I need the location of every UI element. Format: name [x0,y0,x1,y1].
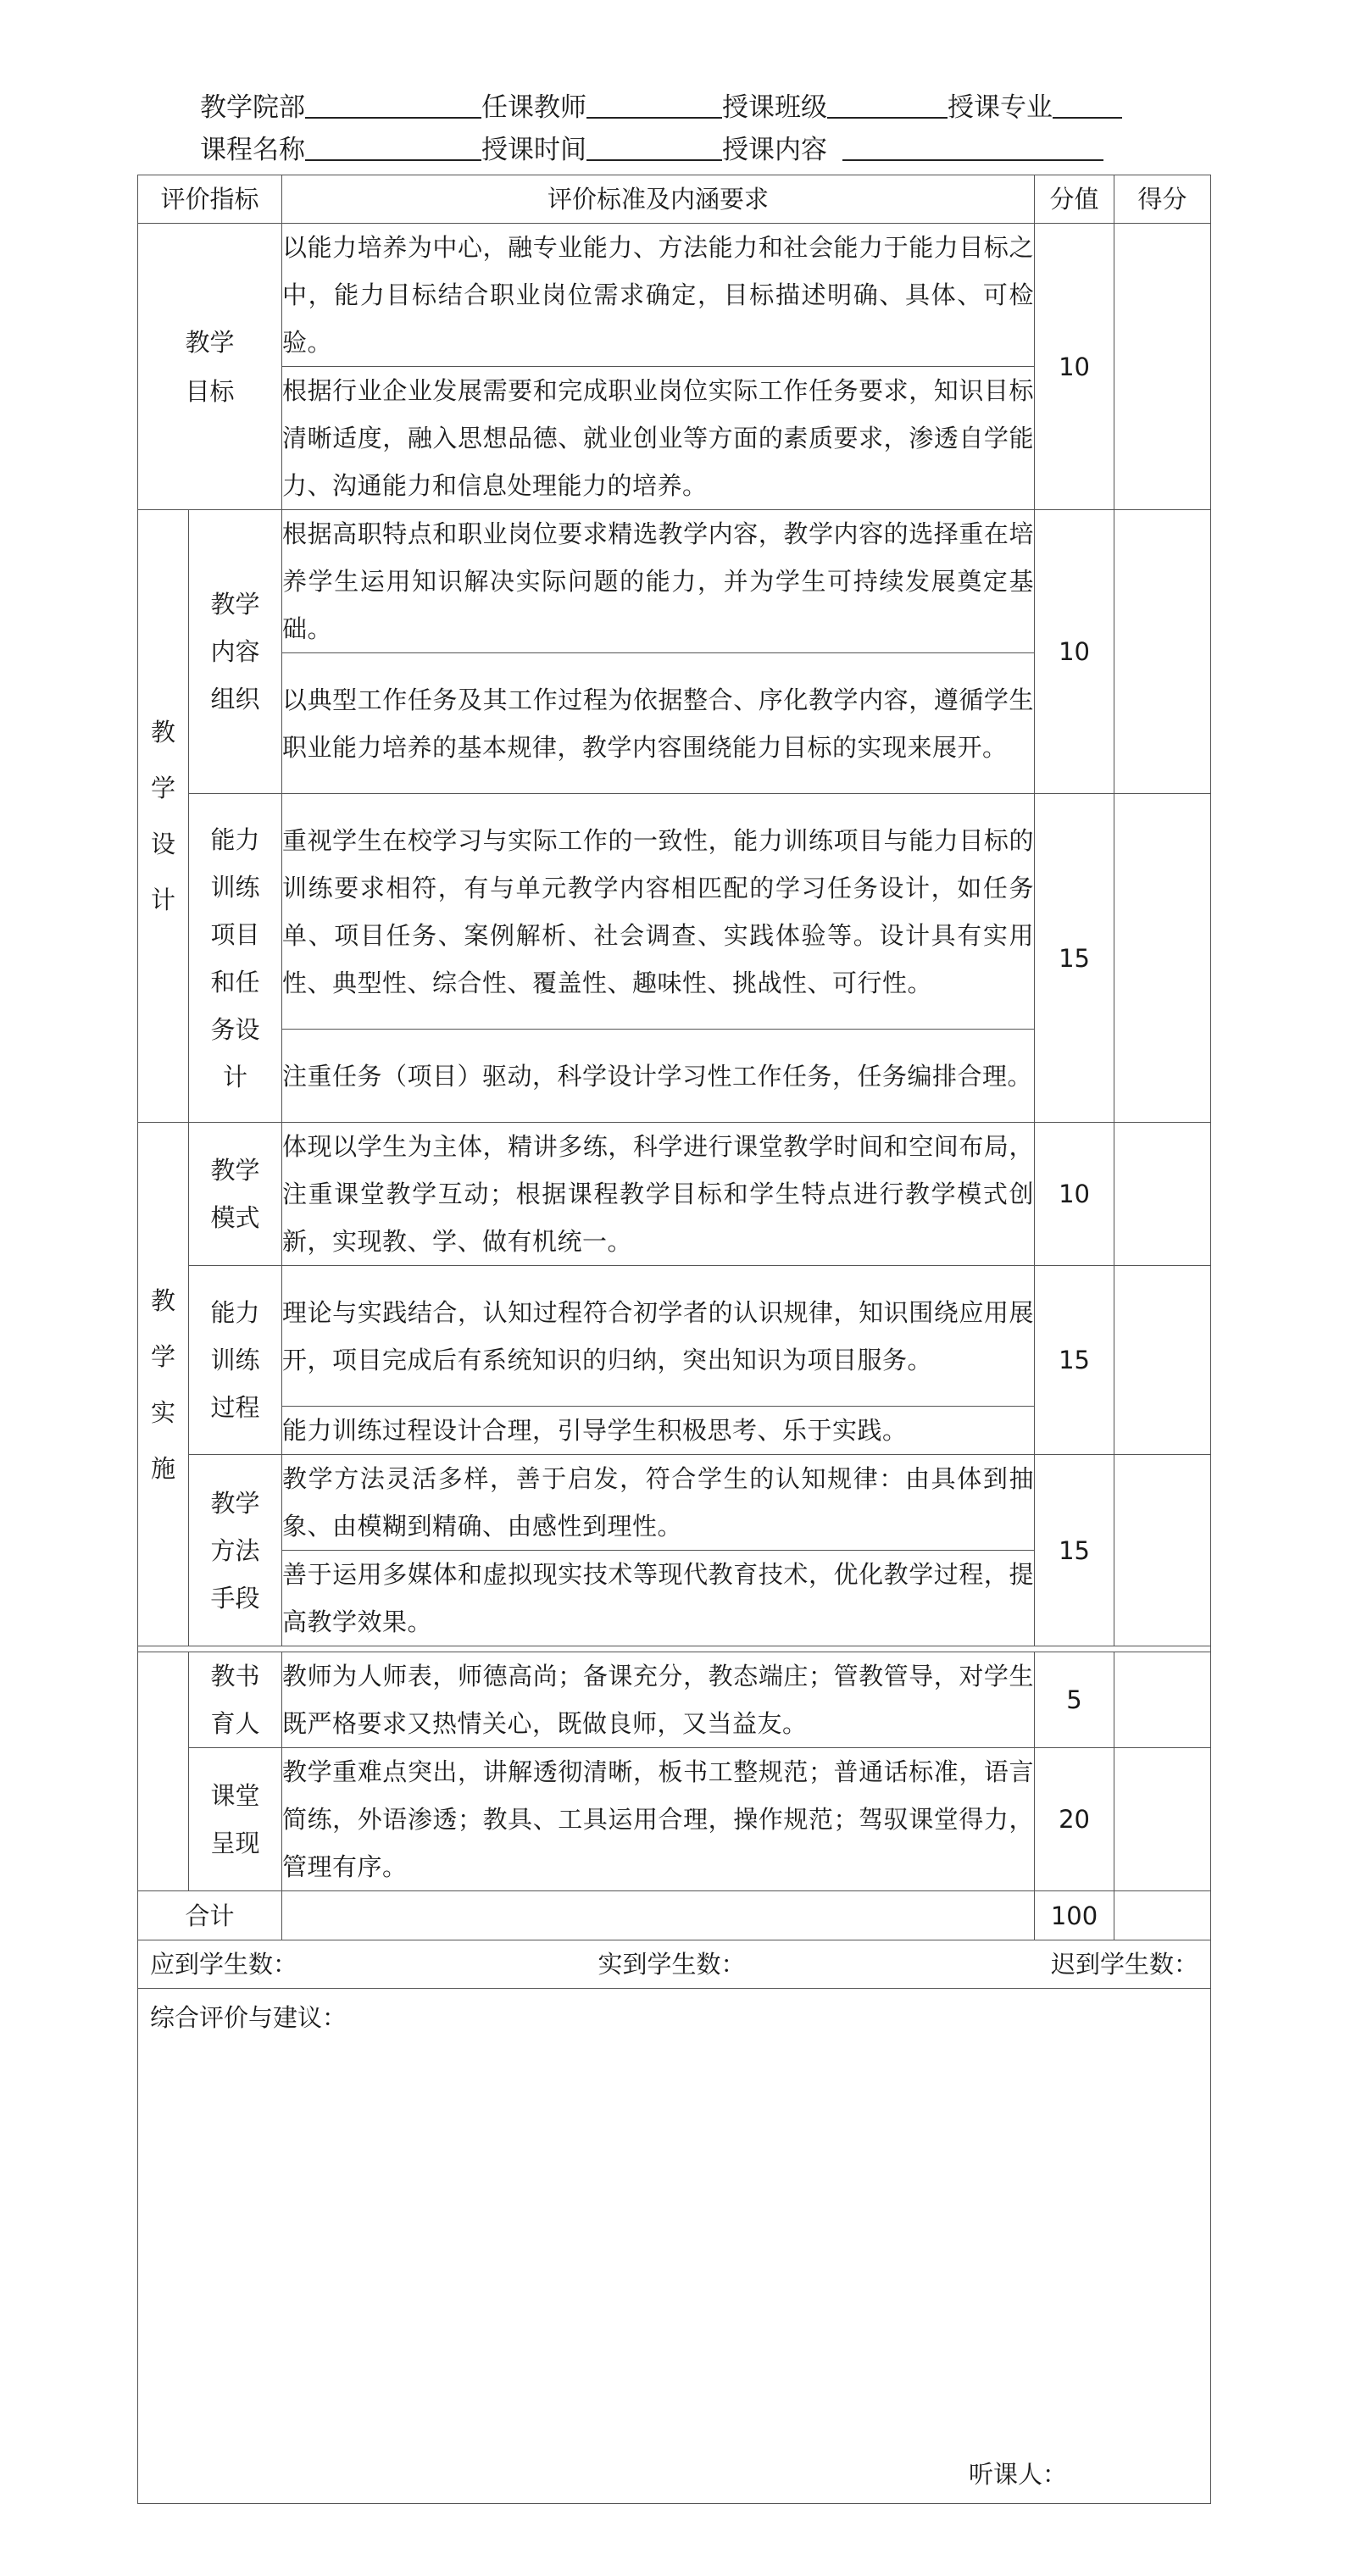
implement-mode-score: 10 [1035,1123,1114,1266]
other-moral-earned-cell[interactable] [1114,1652,1211,1748]
design-label [138,510,189,1123]
implement-mode-criteria: 体现以学生为主体，精讲多练，科学进行课堂教学时间和空间布局，注重课堂教学互动；根据课程教学目标和学生特点进行教学模式创新，实现教、学、做有机统一。 [282,1123,1035,1266]
total-row [138,1891,1211,1940]
goal-criteria-1: 以能力培养为中心，融专业能力、方法能力和社会能力于能力目标之中，能力目标结合职业岗位需求确定，目标描述明确、具体、可检验。 [282,224,1035,367]
table-row [138,1652,1211,1748]
implement-process-criteria-1: 理论与实践结合，认知过程符合初学者的认识规律，知识围绕应用展开，项目完成后有系统知识的归纳，突出知识为项目服务。 [282,1266,1035,1407]
design-task-earned-cell[interactable] [1114,794,1211,1123]
lesson-content-label: 授课内容 [722,135,827,165]
table-row [138,224,1211,367]
class-label: 授课班级 [722,92,827,123]
teaching-dept-label: 教学院部 [200,92,305,123]
design-content-label-text: 教学内容组织 [210,590,260,713]
comment-row [138,1989,1211,2504]
goal-label-text: 教学目标 [185,327,235,406]
teacher-field[interactable] [586,114,722,119]
lesson-time-field[interactable] [586,156,722,161]
other-blank-cell [138,1652,189,1891]
table-row [138,1123,1211,1266]
other-present-label [189,1748,282,1891]
table-row [138,1266,1211,1407]
actual-students-label: 实到学生数： [597,1950,746,1979]
implement-label [138,1123,189,1646]
other-present-earned-cell[interactable] [1114,1748,1211,1891]
course-name-field[interactable] [305,156,481,161]
goal-label [138,224,282,510]
total-label: 合计 [138,1891,282,1940]
course-name-label: 课程名称 [200,135,305,165]
other-present-label-text: 课堂呈现 [210,1781,260,1857]
teaching-dept-field[interactable] [305,114,481,119]
implement-mode-label-text: 教学模式 [210,1156,260,1232]
table-row [138,1455,1211,1551]
implement-process-score: 15 [1035,1266,1114,1455]
major-label: 授课专业 [948,92,1053,123]
lesson-content-field[interactable] [842,156,1103,161]
late-students-label: 迟到学生数： [1050,1950,1198,1979]
implement-method-earned-cell[interactable] [1114,1455,1211,1646]
other-moral-label-text: 教书育人 [210,1662,260,1738]
other-moral-criteria: 教师为人师表，师德高尚；备课充分，教态端庄；管教管导，对学生既严格要求又热情关心，既做良师，又当益友。 [282,1652,1035,1748]
implement-mode-label [189,1123,282,1266]
table-row [138,794,1211,1030]
comment-cell[interactable] [138,1989,1211,2504]
implement-method-label [189,1455,282,1646]
implement-mode-earned-cell[interactable] [1114,1123,1211,1266]
other-moral-label [189,1652,282,1748]
counts-row [138,1940,1211,1989]
total-blank-cell [282,1891,1035,1940]
design-content-criteria-2: 以典型工作任务及其工作过程为依据整合、序化教学内容，遵循学生职业能力培养的基本规律，教学内容围绕能力目标的实现来展开。 [282,653,1035,794]
implement-process-criteria-2: 能力训练过程设计合理，引导学生积极思考、乐于实践。 [282,1407,1035,1455]
goal-score: 10 [1035,224,1114,510]
other-moral-score: 5 [1035,1652,1114,1748]
design-task-score: 15 [1035,794,1114,1123]
counts-cell [138,1940,1211,1989]
other-present-criteria: 教学重难点突出，讲解透彻清晰，板书工整规范；普通话标准，语言简练，外语渗透；教具、工具运用合理，操作规范；驾驭课堂得力，管理有序。 [282,1748,1035,1891]
listener-label: 听课人： [969,2460,1068,2489]
design-task-label-text: 能力训练项目和任务设计 [210,824,260,1091]
header-criteria: 评价标准及内涵要求 [282,175,1035,224]
table-header-row [138,175,1211,224]
implement-label-text: 教学实施 [150,1285,175,1483]
implement-method-label-text: 教学方法手段 [210,1488,260,1613]
teacher-label: 任课教师 [481,92,586,123]
implement-process-label-text: 能力训练过程 [210,1298,260,1422]
header-line-2 [200,124,1103,166]
goal-criteria-2: 根据行业企业发展需要和完成职业岗位实际工作任务要求，知识目标清晰适度，融入思想品德、就业创业等方面的素质要求，渗透自学能力、沟通能力和信息处理能力的培养。 [282,367,1035,510]
design-task-label [189,794,282,1123]
design-content-earned-cell[interactable] [1114,510,1211,794]
design-task-criteria-2: 注重任务（项目）驱动，科学设计学习性工作任务，任务编排合理。 [282,1030,1035,1123]
total-score: 100 [1035,1891,1114,1940]
expected-students-label: 应到学生数： [150,1950,298,1979]
table-row [138,1748,1211,1891]
design-content-score: 10 [1035,510,1114,794]
evaluation-table [137,175,1211,2504]
design-content-label [189,510,282,794]
design-task-criteria-1: 重视学生在校学习与实际工作的一致性，能力训练项目与能力目标的训练要求相符，有与单元教学内容相匹配的学习任务设计，如任务单、项目任务、案例解析、社会调查、实践体验等。设计具有实用性、典型性、综合性、覆盖性、趣味性、挑战性、可行性。 [282,794,1035,1030]
implement-method-score: 15 [1035,1455,1114,1646]
implement-method-criteria-1: 教学方法灵活多样，善于启发，符合学生的认知规律：由具体到抽象、由模糊到精确、由感性到理性。 [282,1455,1035,1551]
major-field[interactable] [1053,114,1122,119]
implement-process-label [189,1266,282,1455]
header-line-1 [200,81,1122,124]
comment-label: 综合评价与建议： [150,2003,347,2032]
class-field[interactable] [827,114,948,119]
other-present-score: 20 [1035,1748,1114,1891]
goal-earned-cell[interactable] [1114,224,1211,510]
lesson-time-label: 授课时间 [481,135,586,165]
design-content-criteria-1: 根据高职特点和职业岗位要求精选教学内容，教学内容的选择重在培养学生运用知识解决实际问题的能力，并为学生可持续发展奠定基础。 [282,510,1035,653]
header-score: 分值 [1035,175,1114,224]
section-gap [138,1646,1211,1652]
header-indicator: 评价指标 [138,175,282,224]
implement-method-criteria-2: 善于运用多媒体和虚拟现实技术等现代教育技术，优化教学过程，提高教学效果。 [282,1551,1035,1646]
table-row [138,510,1211,653]
design-label-text: 教学设计 [150,718,175,914]
header-earned: 得分 [1114,175,1211,224]
total-earned-cell[interactable] [1114,1891,1211,1940]
implement-process-earned-cell[interactable] [1114,1266,1211,1455]
